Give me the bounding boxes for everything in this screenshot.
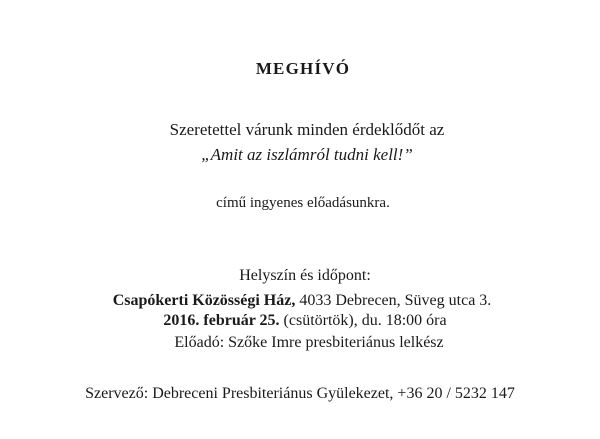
invitation-title: MEGHÍVÓ (255, 59, 351, 78)
event-title: „Amit az iszlámról tudni kell!” (201, 145, 413, 164)
invite-line: Szeretettel várunk minden érdeklődőt az (169, 120, 445, 139)
speaker-line: Előadó: Szőke Imre presbiteriánus lelkész (174, 334, 444, 351)
datetime-line (5, 313, 600, 329)
event-time: (csütörtök), du. 18:00 óra (279, 312, 447, 329)
venue-name: Csapókerti Közösségi Ház, (112, 292, 296, 309)
venue-heading: Helyszín és időpont: (239, 267, 371, 284)
venue-line (2, 293, 600, 309)
venue-address: 4033 Debrecen, Süveg utca 3. (295, 292, 492, 309)
event-date: 2016. február 25. (163, 312, 280, 329)
organizer-line: Szervező: Debreceni Presbiteriánus Gyülekezet, +36 20 / 5232 147 (85, 385, 515, 402)
event-suffix: című ingyenes előadásunkra. (216, 195, 390, 211)
